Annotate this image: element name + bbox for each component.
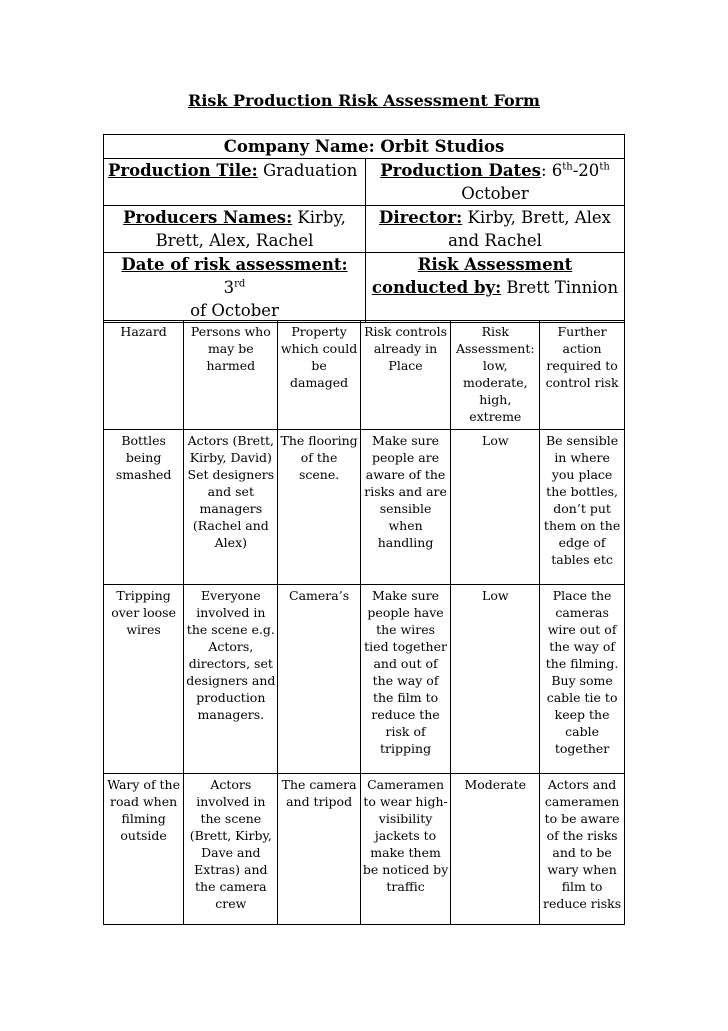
conducted-by-heading: Risk Assessment	[417, 255, 573, 274]
risk-level-cell: Low	[451, 585, 540, 774]
conducted-by-cell	[366, 253, 625, 323]
persons-cell: Actors involved in the scene (Brett, Kirby, Dave and Extras) and the camera crew	[184, 774, 278, 925]
production-title-value: Graduation	[257, 161, 358, 180]
controls-cell: Make sure people have the wires tied together and out of the way of the film to reduce the risk of tripping	[360, 585, 451, 774]
controls-cell: Cameramen to wear high-visibility jackets to make them be noticed by traffic	[360, 774, 451, 925]
table-row	[104, 585, 625, 774]
column-header: Property which could be damaged	[278, 321, 360, 430]
hazard-cell: Wary of the road when filming outside	[104, 774, 184, 925]
property-cell: The flooring of the scene.	[278, 430, 360, 585]
production-title-label: Production Tile:	[108, 161, 258, 180]
column-header: Hazard	[104, 321, 184, 430]
assessment-date-cell	[104, 253, 366, 323]
table-header-row	[104, 321, 625, 430]
production-dates-label: Production Dates	[380, 161, 541, 180]
controls-cell: Make sure people are aware of the risks and are sensible when handling	[360, 430, 451, 585]
conducted-by-value: Brett Tinnion	[501, 278, 619, 297]
further-action-cell: Place the cameras wire out of the way of the filming. Buy some cable tie to keep the cable together	[540, 585, 625, 774]
producers-value: Kirby, Brett, Alex, Rachel	[155, 208, 346, 250]
production-dates-cell	[366, 159, 625, 206]
conducted-by-label: conducted by:	[371, 278, 502, 297]
date-suffix: rd	[234, 278, 246, 290]
assessment-date-month: of October	[190, 301, 279, 320]
property-cell: The camera and tripod	[278, 774, 360, 925]
form-title: Risk Production Risk Assessment Form	[188, 91, 540, 110]
further-action-cell: Actors and cameramen to be aware of the risks and to be wary when film to reduce risks	[540, 774, 625, 925]
risk-table	[103, 320, 625, 925]
further-action-cell: Be sensible in where you place the bottles, don’t put them on the edge of tables etc	[540, 430, 625, 585]
table-row	[104, 430, 625, 585]
persons-cell: Actors (Brett, Kirby, David) Set designers and set managers (Rachel and Alex)	[184, 430, 278, 585]
table-row	[104, 774, 625, 925]
hazard-cell: Tripping over loose wires	[104, 585, 184, 774]
director-cell	[366, 206, 625, 253]
production-dates-month: October	[461, 184, 529, 203]
risk-level-cell: Low	[451, 430, 540, 585]
property-cell: Camera’s	[278, 585, 360, 774]
column-header: Persons who may be harmed	[184, 321, 278, 430]
assessment-date-day: 3	[223, 278, 235, 297]
director-value: Kirby, Brett, Alex and Rachel	[448, 208, 611, 250]
persons-cell: Everyone involved in the scene e.g. Actors, directors, set designers and production managers.	[184, 585, 278, 774]
producers-label: Producers Names:	[123, 208, 293, 227]
production-dates-end: -20	[572, 161, 600, 180]
risk-level-cell: Moderate	[451, 774, 540, 925]
date-suffix: th	[562, 161, 573, 173]
production-info-table	[103, 134, 625, 323]
producers-cell	[104, 206, 366, 253]
production-dates-start: : 6	[540, 161, 563, 180]
company-name: Company Name: Orbit Studios	[104, 135, 625, 159]
director-label: Director:	[379, 208, 463, 227]
date-suffix: th	[599, 161, 610, 173]
hazard-cell: Bottles being smashed	[104, 430, 184, 585]
column-header: Risk controls already in Place	[360, 321, 451, 430]
assessment-date-label: Date of risk assessment:	[121, 255, 348, 274]
production-title-cell	[104, 159, 366, 206]
column-header: Further action required to control risk	[540, 321, 625, 430]
column-header: Risk Assessment: low, moderate, high, extreme	[451, 321, 540, 430]
